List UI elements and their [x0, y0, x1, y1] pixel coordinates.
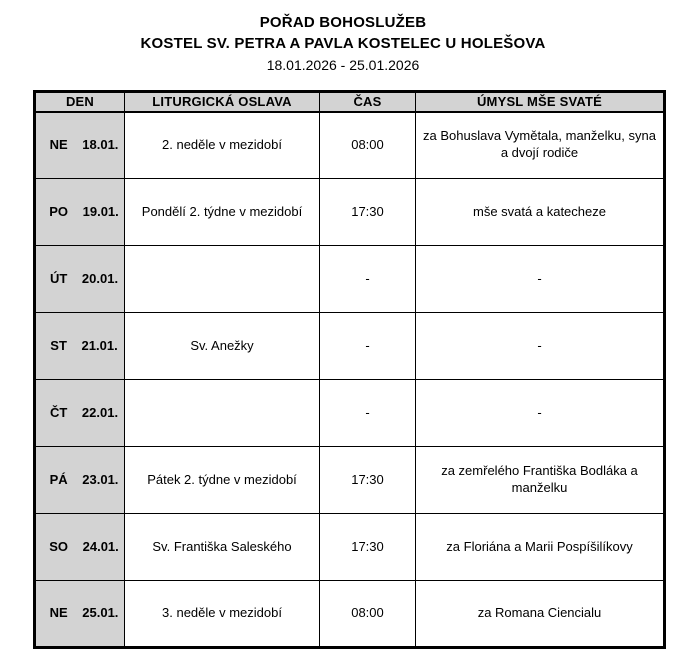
mass-intention-cell: za Floriána a Marii Pospíšilíkovy [416, 514, 665, 581]
header-row [35, 92, 665, 112]
day-cell [35, 380, 125, 447]
time-cell: - [320, 313, 416, 380]
day-abbreviation: ST [50, 337, 67, 353]
table-row [35, 581, 665, 648]
schedule-table-body [35, 112, 665, 648]
time-cell: - [320, 246, 416, 313]
liturgical-celebration-cell: Sv. Františka Saleského [125, 514, 320, 581]
day-abbreviation: NE [49, 136, 68, 152]
table-row [35, 380, 665, 447]
day-cell [35, 313, 125, 380]
schedule-table-header [35, 92, 665, 112]
day-date: 19.01. [82, 203, 119, 219]
day-abbreviation: SO [49, 538, 68, 554]
day-date: 21.01. [81, 337, 118, 353]
liturgical-celebration-cell [125, 246, 320, 313]
column-header-intention: ÚMYSL MŠE SVATÉ [416, 92, 665, 112]
column-header-celebration: LITURGICKÁ OSLAVA [125, 92, 320, 112]
time-cell: 17:30 [320, 514, 416, 581]
liturgical-celebration-cell: Pondělí 2. týdne v mezidobí [125, 179, 320, 246]
day-date: 22.01. [81, 404, 119, 420]
day-cell [35, 447, 125, 514]
liturgical-celebration-cell [125, 380, 320, 447]
schedule-table [33, 90, 666, 649]
time-cell: 08:00 [320, 112, 416, 179]
day-abbreviation: NE [49, 605, 68, 621]
day-cell [35, 581, 125, 648]
day-date: 24.01. [82, 538, 119, 554]
day-abbreviation: PÁ [49, 471, 68, 487]
table-row [35, 112, 665, 179]
table-row [35, 179, 665, 246]
mass-intention-cell: za Romana Ciencialu [416, 581, 665, 648]
mass-intention-cell: mše svatá a katecheze [416, 179, 665, 246]
column-header-day: DEN [35, 92, 125, 112]
mass-intention-cell: - [416, 246, 665, 313]
time-cell: - [320, 380, 416, 447]
day-date: 23.01. [82, 471, 119, 487]
mass-intention-cell: - [416, 313, 665, 380]
mass-intention-cell: za Bohuslava Vymětala, manželku, syna a dvojí rodiče [416, 112, 665, 179]
table-row [35, 246, 665, 313]
liturgical-celebration-cell: 3. neděle v mezidobí [125, 581, 320, 648]
column-header-time: ČAS [320, 92, 416, 112]
table-row [35, 313, 665, 380]
day-abbreviation: ČT [49, 404, 68, 420]
liturgical-celebration-cell: Pátek 2. týdne v mezidobí [125, 447, 320, 514]
day-cell [35, 246, 125, 313]
day-date: 20.01. [81, 270, 119, 286]
time-cell: 08:00 [320, 581, 416, 648]
table-row [35, 514, 665, 581]
document-header [0, 0, 686, 76]
mass-intention-cell: za zemřelého Františka Bodláka a manželku [416, 447, 665, 514]
day-abbreviation: ÚT [49, 270, 68, 286]
day-cell [35, 112, 125, 179]
day-date: 25.01. [82, 605, 119, 621]
time-cell: 17:30 [320, 179, 416, 246]
liturgical-celebration-cell: 2. neděle v mezidobí [125, 112, 320, 179]
page-subtitle: KOSTEL SV. PETRA A PAVLA KOSTELEC U HOLEŠOVA [140, 35, 546, 52]
mass-intention-cell: - [416, 380, 665, 447]
day-cell [35, 514, 125, 581]
table-row [35, 447, 665, 514]
day-cell [35, 179, 125, 246]
liturgical-celebration-cell: Sv. Anežky [125, 313, 320, 380]
time-cell: 17:30 [320, 447, 416, 514]
page-title: POŘAD BOHOSLUŽEB [259, 14, 427, 31]
day-date: 18.01. [82, 136, 119, 152]
date-range: 18.01.2026 - 25.01.2026 [266, 57, 420, 73]
day-abbreviation: PO [49, 203, 68, 219]
